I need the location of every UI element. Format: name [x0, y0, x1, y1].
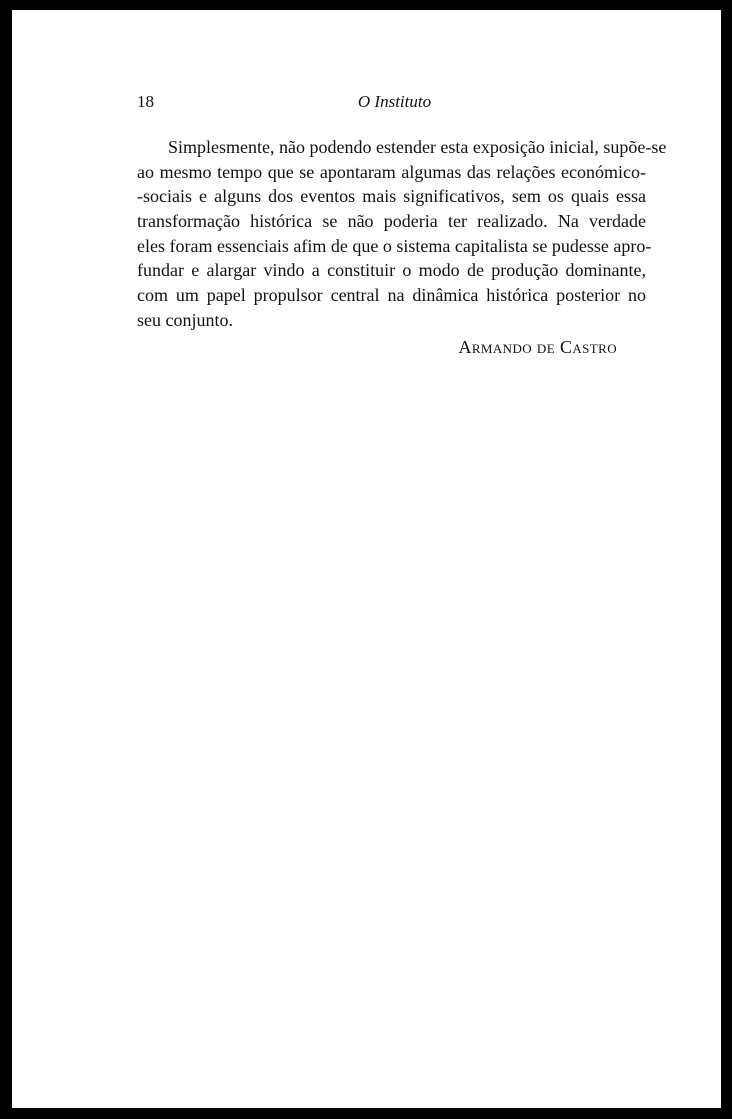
- paragraph-line: transformação histórica se não poderia ter realizado. Na verdade: [137, 211, 646, 232]
- paragraph-line: eles foram essenciais afim de que o sistema capitalista se pudesse apro-: [137, 235, 652, 256]
- paragraph: [137, 135, 667, 333]
- page-number: 18: [137, 92, 154, 111]
- paragraph-line: fundar e alargar vindo a constituir o modo de produção dominante,: [137, 260, 646, 281]
- paragraph-line: ao mesmo tempo que se apontaram algumas das relações económico-: [137, 161, 646, 182]
- author-signature: Armando de Castro: [458, 337, 617, 357]
- page-header: [137, 92, 652, 116]
- paragraph-line: -sociais e alguns dos eventos mais significativos, sem os quais essa: [137, 186, 646, 207]
- running-title: O Instituto: [357, 92, 432, 111]
- paragraph-line: com um papel propulsor central na dinâmica histórica posterior no: [137, 285, 646, 306]
- paragraph-line: Simplesmente, não podendo estender esta exposição inicial, supõe-se: [168, 137, 667, 157]
- paragraph-line: seu conjunto.: [137, 309, 233, 330]
- document-page: [12, 10, 721, 1108]
